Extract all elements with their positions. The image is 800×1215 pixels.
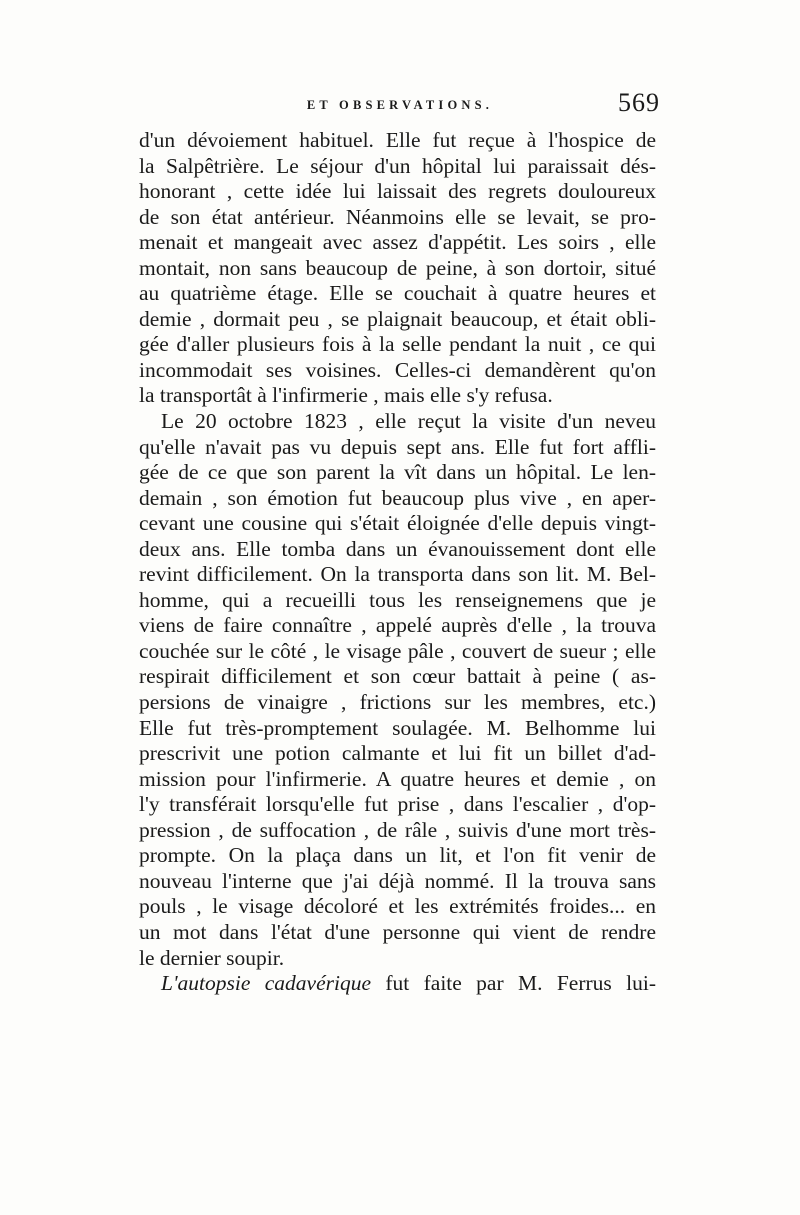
text-line: demain , son émotion fut beaucoup plus vive , en aper-	[139, 485, 656, 510]
text-line: respirait difficilement et son cœur battait à peine ( as-	[139, 664, 656, 689]
text-line: demie , dormait peu , se plaignait beaucoup, et était obli-	[139, 306, 656, 331]
text-line: un mot dans l'état d'une personne qui vient de rendre	[139, 919, 656, 944]
paragraph-start-line	[139, 971, 656, 997]
text-line: nouveau l'interne que j'ai déjà nommé. Il la trouva sans	[139, 868, 656, 893]
text-line: au quatrième étage. Elle se couchait à quatre heures et	[139, 281, 656, 306]
text-line: prompte. On la plaça dans un lit, et l'on fit venir de	[139, 843, 656, 868]
paragraph-start-line: Le 20 octobre 1823 , elle reçut la visite d'un neveu	[161, 409, 656, 434]
text-line: prescrivit une potion calmante et lui fit un billet d'ad-	[139, 741, 656, 766]
running-head	[140, 88, 660, 128]
text-line: Elle fut très-promptement soulagée. M. Belhomme lui	[139, 715, 656, 740]
page-number: 569	[618, 88, 660, 117]
text-line: pouls , le visage décoloré et les extrémités froides... en	[139, 894, 656, 919]
text-line: mission pour l'infirmerie. A quatre heures et demie , on	[139, 766, 656, 791]
text-line: la Salpêtrière. Le séjour d'un hôpital lui paraissait dés-	[139, 153, 656, 178]
paragraph-end-line: le dernier soupir.	[139, 945, 285, 970]
italic-phrase: L'autopsie cadavérique	[161, 971, 372, 996]
text-line: honorant , cette idée lui laissait des regrets douloureux	[139, 179, 656, 204]
body-text	[139, 128, 656, 997]
text-run: fut faite par M. Ferrus lui-	[371, 971, 656, 996]
text-line: pression , de suffocation , de râle , suivis d'une mort très-	[139, 817, 656, 842]
paragraph-end-line: la transportât à l'infirmerie , mais elle s'y refusa.	[139, 383, 553, 408]
text-line: revint difficilement. On la transporta dans son lit. M. Bel-	[139, 562, 656, 587]
text-line: viens de faire connaître , appelé auprès d'elle , la trouva	[139, 613, 656, 638]
text-line: gée d'aller plusieurs fois à la selle pendant la nuit , ce qui	[139, 332, 656, 357]
text-line: gée de ce que son parent la vît dans un hôpital. Le len-	[139, 460, 656, 485]
text-line: cevant une cousine qui s'était éloignée d'elle depuis vingt-	[139, 511, 656, 536]
text-line: homme, qui a recueilli tous les renseignemens que je	[139, 587, 656, 612]
text-line: deux ans. Elle tomba dans un évanouissement dont elle	[139, 536, 656, 561]
text-line: montait, non sans beaucoup de peine, à son dortoir, situé	[139, 255, 656, 280]
text-line: qu'elle n'avait pas vu depuis sept ans. Elle fut fort affli-	[139, 434, 656, 459]
running-title: ET OBSERVATIONS.	[306, 98, 494, 112]
text-line: d'un dévoiement habituel. Elle fut reçue à l'hospice de	[139, 128, 656, 152]
text-line: couchée sur le côté , le visage pâle , couvert de sueur ; elle	[139, 638, 656, 663]
text-line: l'y transférait lorsqu'elle fut prise , dans l'escalier , d'op-	[139, 792, 656, 817]
text-line: incommodait ses voisines. Celles-ci demandèrent qu'on	[139, 357, 656, 382]
text-line: persions de vinaigre , frictions sur les membres, etc.)	[139, 690, 656, 715]
text-line: menait et mangeait avec assez d'appétit. Les soirs , elle	[139, 230, 656, 255]
text-line: de son état antérieur. Néanmoins elle se levait, se pro-	[139, 204, 656, 229]
